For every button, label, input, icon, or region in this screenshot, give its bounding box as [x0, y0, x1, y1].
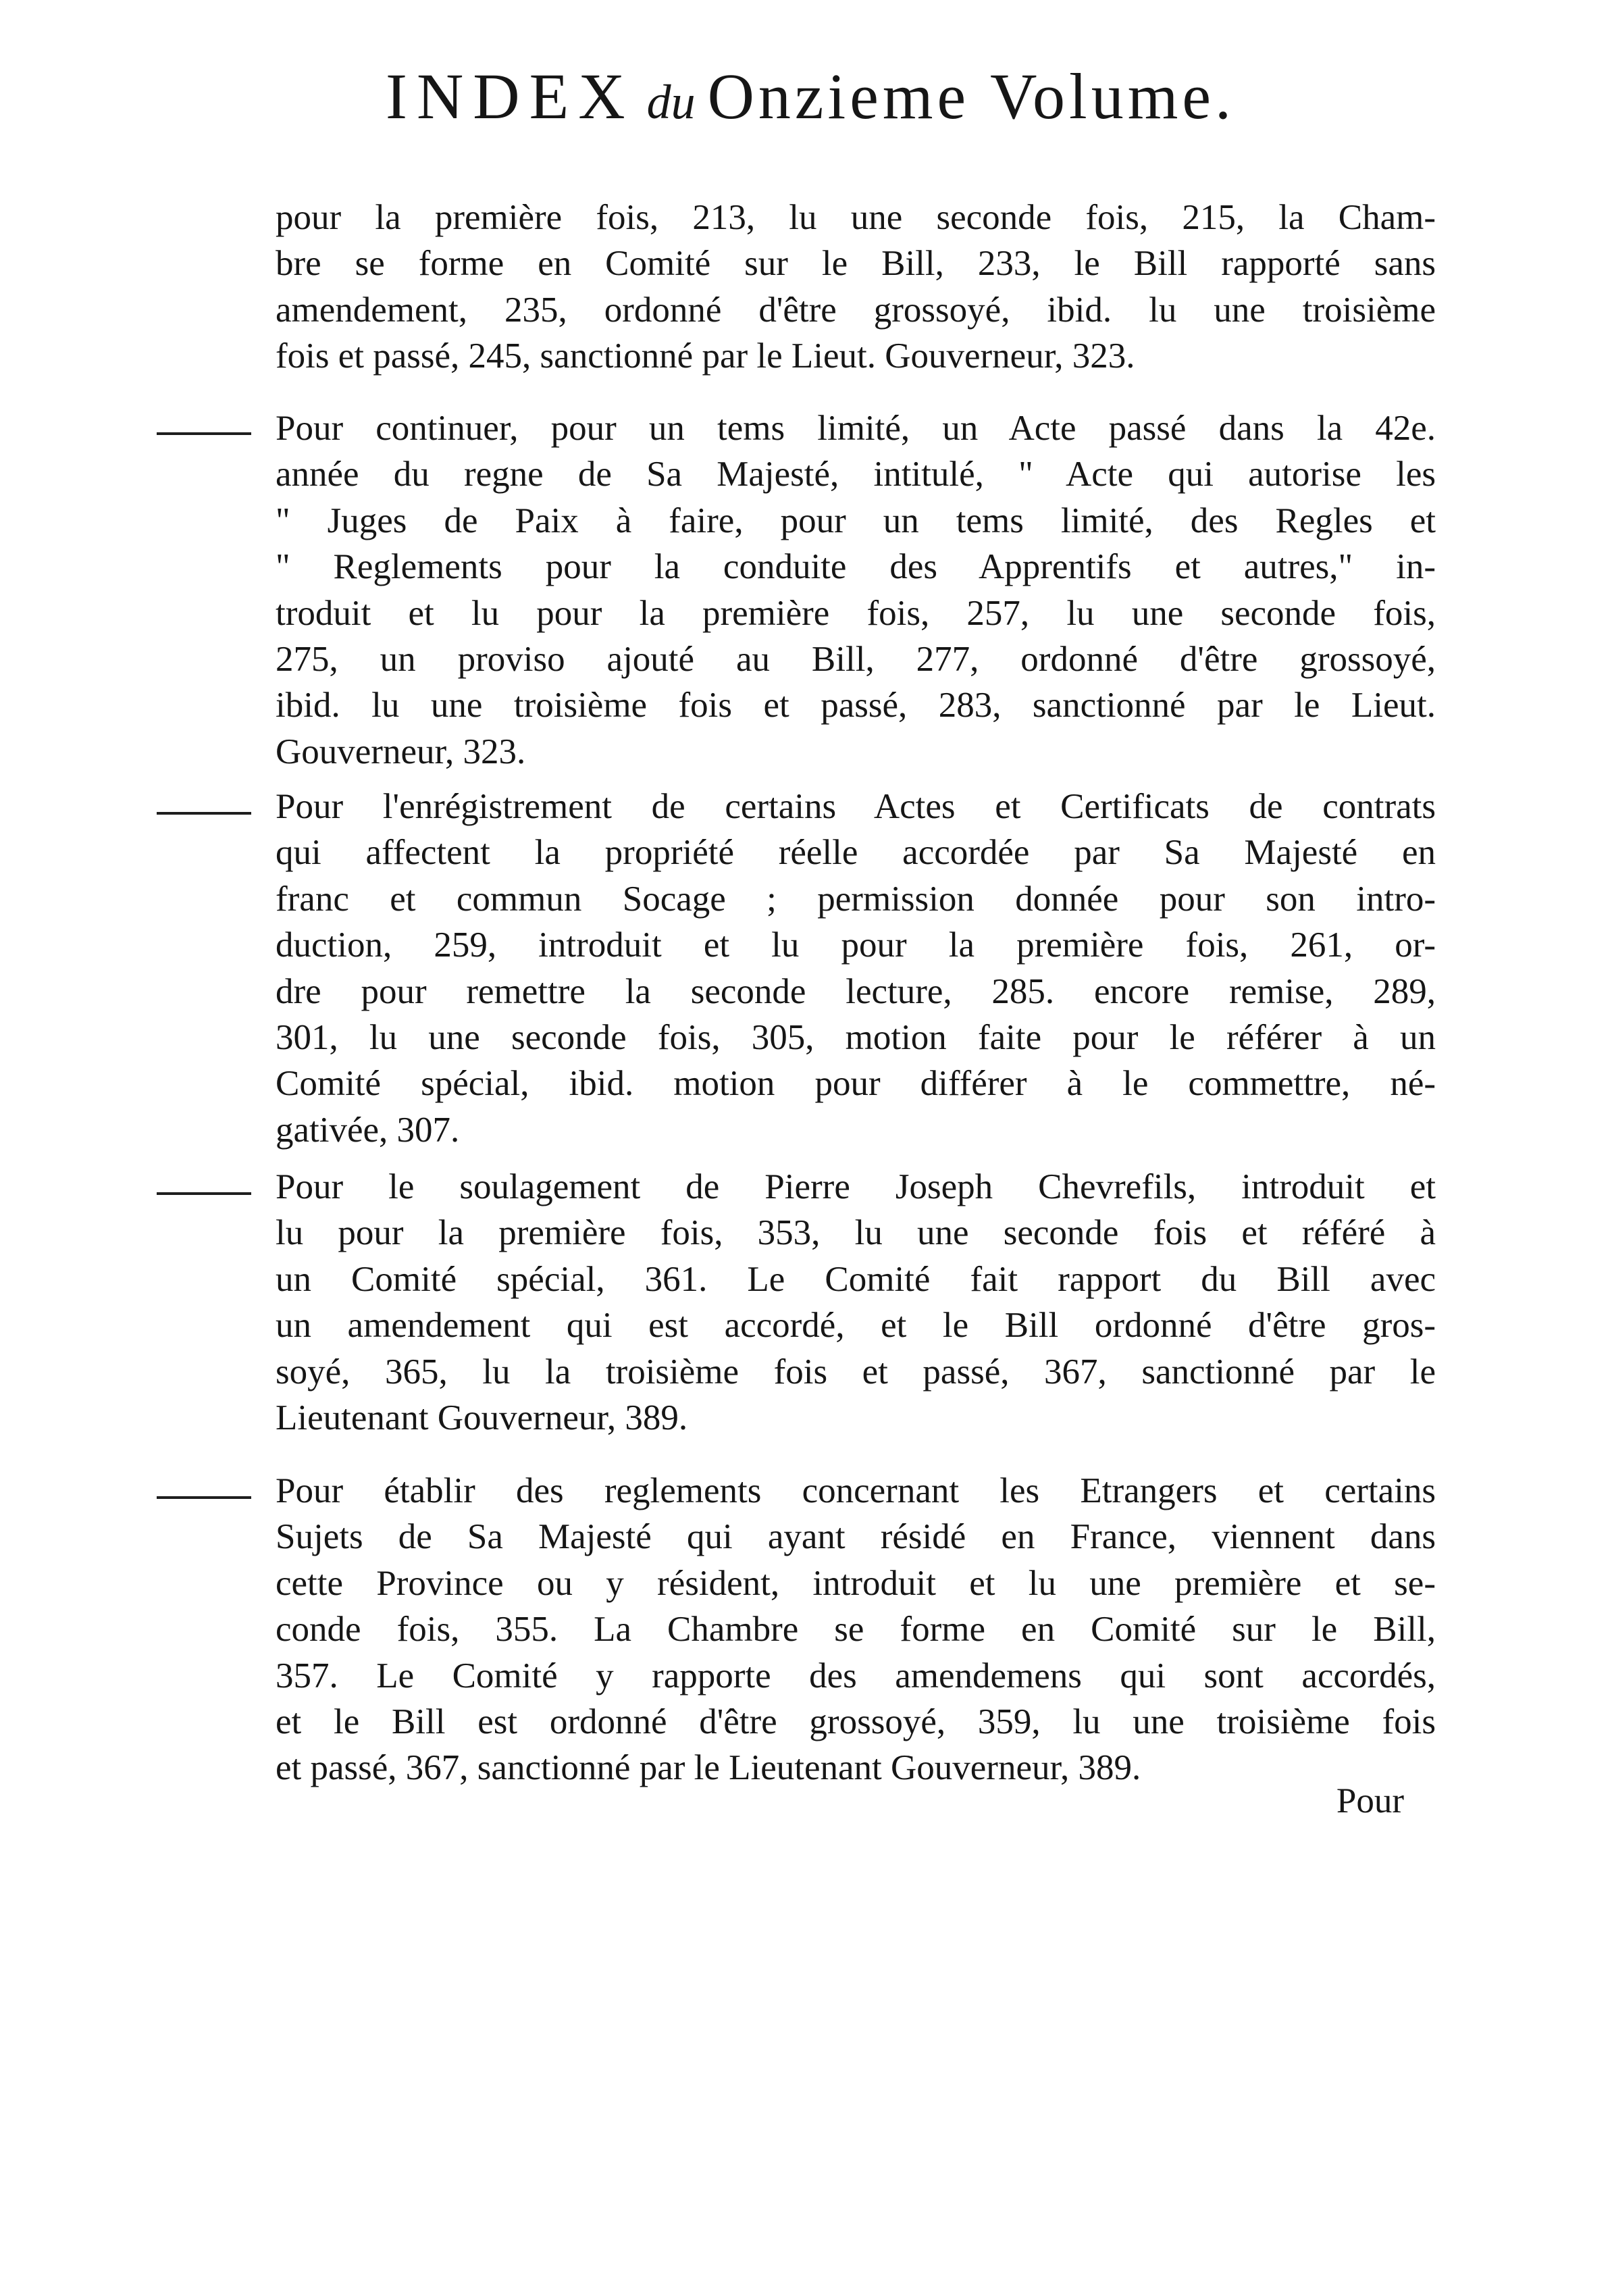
index-entry-chevrefils	[276, 1164, 1436, 1441]
heading-volume: Volume.	[990, 60, 1235, 132]
entry-line: conde fois, 355. La Chambre se forme en Comité sur le Bill,	[276, 1610, 1436, 1650]
entry-line: pour la première fois, 213, lu une seconde fois, 215, la Cham-	[276, 198, 1436, 237]
entry-dash	[157, 1496, 251, 1499]
heading-du: du	[646, 75, 696, 129]
entry-line: 301, lu une seconde fois, 305, motion faite pour le référer à un	[276, 1018, 1436, 1058]
entry-line: Pour continuer, pour un tems limité, un Acte passé dans la 42e.	[276, 409, 1436, 448]
entry-line: franc et commun Socage ; permission donnée pour son intro-	[276, 879, 1436, 919]
entry-line: " Reglements pour la conduite des Apprentifs et autres," in-	[276, 547, 1436, 587]
entry-line: " Juges de Paix à faire, pour un tems limité, des Regles et	[276, 501, 1436, 540]
entry-line: ibid. lu une troisième fois et passé, 283, sanctionné par le Lieut.	[276, 686, 1436, 725]
heading-index: INDEX	[386, 60, 635, 132]
index-entry-enregistrement	[276, 784, 1436, 1153]
entry-line: 357. Le Comité y rapporte des amendemens qui sont accordés,	[276, 1656, 1436, 1695]
entry-line: soyé, 365, lu la troisième fois et passé, 367, sanctionné par le	[276, 1352, 1436, 1392]
entry-line: troduit et lu pour la première fois, 257, lu une seconde fois,	[276, 593, 1436, 633]
entry-line: un Comité spécial, 361. Le Comité fait rapport du Bill avec	[276, 1259, 1436, 1299]
entry-line: année du regne de Sa Majesté, intitulé, " Acte qui autorise les	[276, 455, 1436, 494]
index-entry-etrangers	[276, 1468, 1436, 1791]
heading-onzieme: Onzieme	[707, 60, 970, 132]
entry-line: et passé, 367, sanctionné par le Lieutenant Gouverneur, 389.	[276, 1748, 1141, 1788]
index-entry-continuation	[276, 195, 1436, 380]
entry-line: Gouverneur, 323.	[276, 732, 526, 771]
entry-line: gativée, 307.	[276, 1110, 460, 1150]
entry-line: dre pour remettre la seconde lecture, 285. encore remise, 289,	[276, 971, 1436, 1011]
entry-line: duction, 259, introduit et lu pour la première fois, 261, or-	[276, 925, 1436, 965]
entry-line: Lieutenant Gouverneur, 389.	[276, 1398, 688, 1438]
entry-line: Pour l'enrégistrement de certains Actes et Certificats de contrats	[276, 787, 1436, 826]
entry-line: un amendement qui est accordé, et le Bill ordonné d'être gros-	[276, 1306, 1436, 1346]
entry-dash	[157, 812, 251, 815]
entry-line: et le Bill est ordonné d'être grossoyé, 359, lu une troisième fois	[276, 1702, 1436, 1742]
entry-line: Comité spécial, ibid. motion pour différer à le commettre, né-	[276, 1064, 1436, 1104]
index-entry-apprentifs	[276, 405, 1436, 775]
entry-dash	[157, 432, 251, 435]
entry-line: lu pour la première fois, 353, lu une seconde fois et référé à	[276, 1213, 1436, 1253]
entry-line: 275, un proviso ajouté au Bill, 277, ordonné d'être grossoyé,	[276, 640, 1436, 680]
entry-line: Pour établir des reglements concernant les Etrangers et certains	[276, 1471, 1436, 1510]
catchword: Pour	[1336, 1781, 1404, 1820]
entry-line: bre se forme en Comité sur le Bill, 233, le Bill rapporté sans	[276, 244, 1436, 284]
entry-line: cette Province ou y résident, introduit et lu une première et se-	[276, 1563, 1436, 1603]
entry-line: qui affectent la propriété réelle accordée par Sa Majesté en	[276, 833, 1436, 873]
entry-line: Pour le soulagement de Pierre Joseph Chevrefils, introduit et	[276, 1167, 1436, 1206]
page-heading	[250, 60, 1371, 132]
entry-dash	[157, 1192, 251, 1195]
entry-line: Sujets de Sa Majesté qui ayant résidé en France, viennent dans	[276, 1517, 1436, 1557]
entry-line: fois et passé, 245, sanctionné par le Lieut. Gouverneur, 323.	[276, 336, 1135, 376]
entry-line: amendement, 235, ordonné d'être grossoyé, ibid. lu une troisième	[276, 290, 1436, 330]
